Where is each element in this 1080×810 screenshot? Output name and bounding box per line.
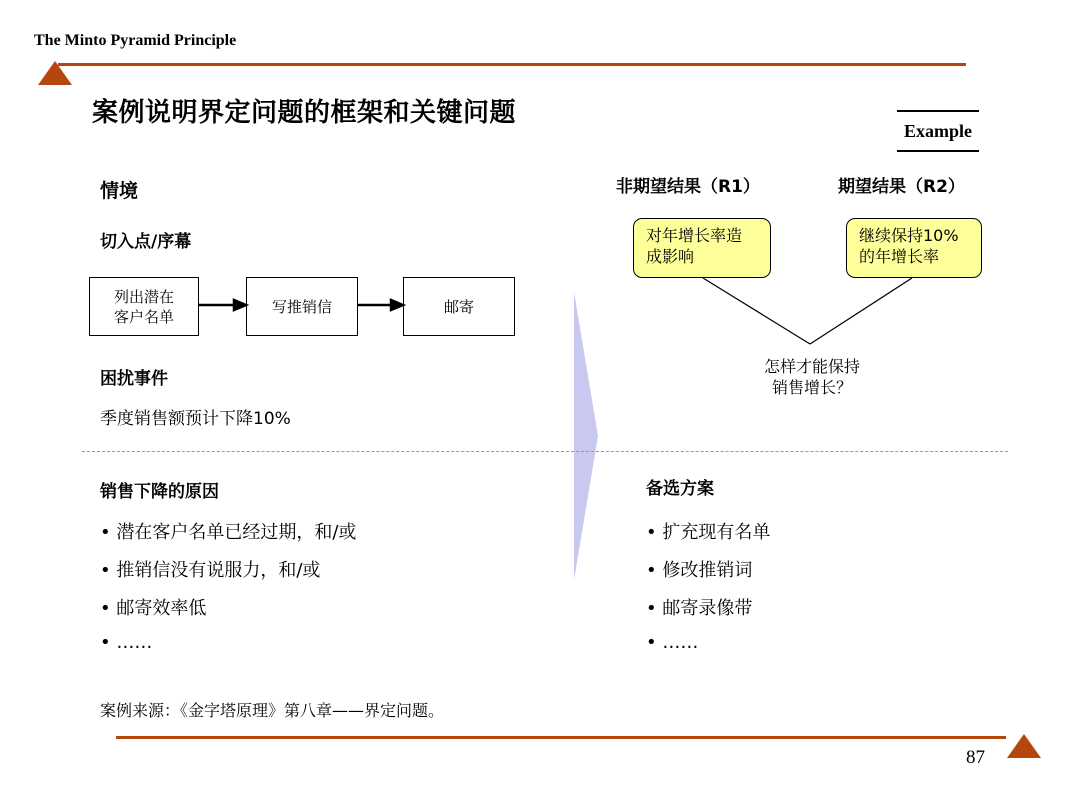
list-item: • ……	[100, 632, 356, 670]
list-item: • 邮寄效率低	[100, 594, 356, 632]
options-list	[646, 518, 770, 670]
source-note: 案例来源：《金字塔原理》第八章——界定问题。	[100, 701, 445, 720]
flow-step-mail: 邮寄	[403, 277, 515, 336]
r1-connector	[703, 278, 810, 344]
example-label: Example	[897, 110, 979, 152]
section-divider	[82, 451, 1008, 452]
list-item: • 修改推销词	[646, 556, 770, 594]
key-question: 怎样才能保持 销售增长？	[763, 357, 860, 397]
situation-heading: 情境	[100, 180, 139, 202]
entry-heading: 切入点/序幕	[100, 232, 192, 252]
slide-title: 案例说明界定问题的框架和关键问题	[92, 98, 517, 128]
page-number: 87	[966, 747, 985, 768]
transition-arrow	[574, 292, 598, 580]
flow-step-write-letter: 写推销信	[246, 277, 358, 336]
bottom-triangle-icon	[1007, 734, 1041, 758]
list-item: • 潜在客户名单已经过期，和/或	[100, 518, 356, 556]
list-item: • 推销信没有说服力，和/或	[100, 556, 356, 594]
list-item: • 扩充现有名单	[646, 518, 770, 556]
r1-box: 对年增长率造 成影响	[633, 218, 771, 278]
causes-heading: 销售下降的原因	[100, 482, 219, 502]
flow-arrow-1	[199, 300, 246, 310]
r2-label: 期望结果（R2）	[838, 177, 965, 197]
r2-connector	[810, 278, 912, 344]
list-item: • 邮寄录像带	[646, 594, 770, 632]
flow-step-list-prospects: 列出潜在 客户名单	[89, 277, 199, 336]
flow-arrow-2	[358, 300, 403, 310]
causes-list	[100, 518, 356, 670]
list-item: • ……	[646, 632, 770, 670]
r2-box: 继续保持10% 的年增长率	[846, 218, 982, 278]
complication-heading: 困扰事件	[100, 369, 168, 389]
complication-text: 季度销售额预计下降10%	[100, 409, 291, 429]
options-heading: 备选方案	[646, 479, 714, 499]
header-title: The Minto Pyramid Principle	[34, 32, 237, 49]
r1-label: 非期望结果（R1）	[616, 177, 760, 197]
bottom-divider	[116, 736, 1006, 739]
